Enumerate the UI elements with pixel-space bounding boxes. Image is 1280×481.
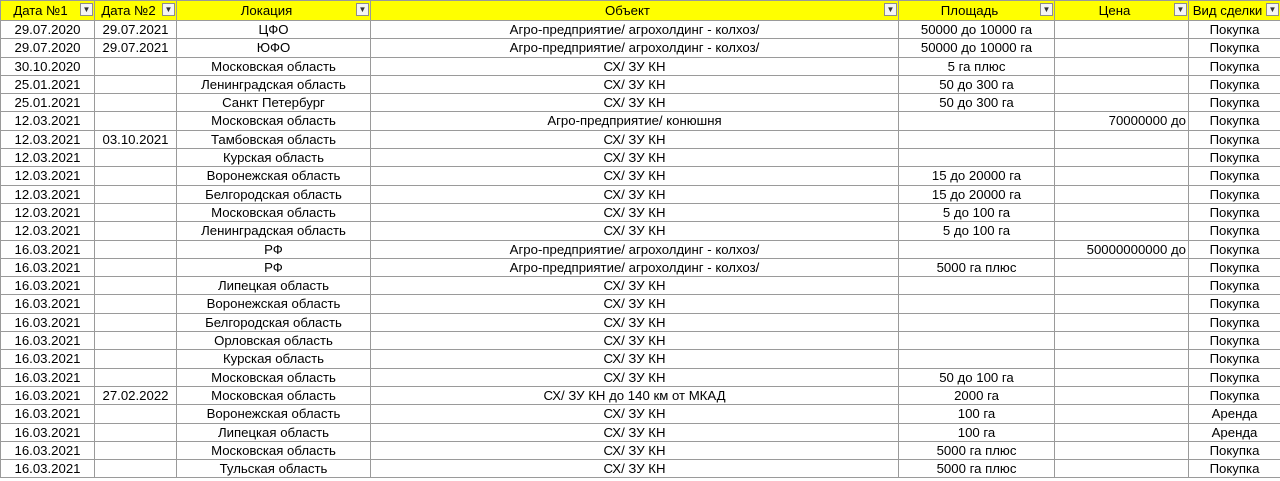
deal-type-cell[interactable]: Покупка <box>1189 386 1280 404</box>
object-cell[interactable]: СХ/ ЗУ КН <box>371 75 899 93</box>
location-cell[interactable]: Курская область <box>177 149 371 167</box>
object-cell[interactable]: СХ/ ЗУ КН <box>371 350 899 368</box>
column-header-label: Локация <box>240 3 293 18</box>
date1-cell[interactable]: 25.01.2021 <box>1 75 95 93</box>
date2-cell[interactable]: 29.07.2021 <box>95 21 177 39</box>
date1-cell[interactable]: 16.03.2021 <box>1 460 95 478</box>
column-header-location <box>177 1 371 21</box>
table-row <box>1 222 1280 240</box>
area-cell[interactable] <box>899 350 1055 368</box>
date1-cell[interactable]: 16.03.2021 <box>1 258 95 276</box>
date1-cell[interactable]: 30.10.2020 <box>1 57 95 75</box>
location-cell[interactable]: Санкт Петербург <box>177 94 371 112</box>
deal-type-cell[interactable]: Покупка <box>1189 203 1280 221</box>
date2-cell[interactable] <box>95 423 177 441</box>
location-cell[interactable]: Московская область <box>177 112 371 130</box>
object-cell[interactable]: Агро-предприятие/ конюшня <box>371 112 899 130</box>
date2-cell[interactable] <box>95 277 177 295</box>
date1-cell[interactable]: 16.03.2021 <box>1 240 95 258</box>
price-cell[interactable] <box>1055 57 1189 75</box>
location-cell[interactable]: Ленинградская область <box>177 75 371 93</box>
price-cell[interactable] <box>1055 94 1189 112</box>
date2-cell[interactable]: 03.10.2021 <box>95 130 177 148</box>
deal-type-cell[interactable]: Покупка <box>1189 240 1280 258</box>
object-cell[interactable]: СХ/ ЗУ КН <box>371 405 899 423</box>
filter-dropdown-icon[interactable]: ▼ <box>884 3 897 16</box>
price-cell[interactable] <box>1055 39 1189 57</box>
deal-type-cell[interactable]: Покупка <box>1189 57 1280 75</box>
date1-cell[interactable]: 12.03.2021 <box>1 112 95 130</box>
date1-cell[interactable]: 16.03.2021 <box>1 386 95 404</box>
object-cell[interactable]: СХ/ ЗУ КН <box>371 57 899 75</box>
location-cell[interactable]: Липецкая область <box>177 423 371 441</box>
deal-type-cell[interactable]: Покупка <box>1189 350 1280 368</box>
date2-cell[interactable] <box>95 94 177 112</box>
date2-cell[interactable] <box>95 57 177 75</box>
location-cell[interactable]: Московская область <box>177 57 371 75</box>
deal-type-cell[interactable]: Покупка <box>1189 258 1280 276</box>
price-cell[interactable] <box>1055 332 1189 350</box>
area-cell[interactable]: 5000 га плюс <box>899 258 1055 276</box>
location-cell[interactable]: Орловская область <box>177 332 371 350</box>
column-header-object <box>371 1 899 21</box>
date1-cell[interactable]: 29.07.2020 <box>1 21 95 39</box>
area-cell[interactable] <box>899 112 1055 130</box>
object-cell[interactable]: СХ/ ЗУ КН <box>371 149 899 167</box>
date1-cell[interactable]: 29.07.2020 <box>1 39 95 57</box>
location-cell[interactable]: Московская область <box>177 386 371 404</box>
table-row <box>1 313 1280 331</box>
price-cell[interactable]: 50000000000 до <box>1055 240 1189 258</box>
filter-dropdown-icon[interactable]: ▼ <box>1174 3 1187 16</box>
table-row <box>1 75 1280 93</box>
object-cell[interactable]: СХ/ ЗУ КН <box>371 423 899 441</box>
deal-type-cell[interactable]: Покупка <box>1189 21 1280 39</box>
table-row <box>1 130 1280 148</box>
area-cell[interactable] <box>899 149 1055 167</box>
object-cell[interactable]: СХ/ ЗУ КН <box>371 203 899 221</box>
table-row <box>1 386 1280 404</box>
area-cell[interactable]: 2000 га <box>899 386 1055 404</box>
date1-cell[interactable]: 16.03.2021 <box>1 423 95 441</box>
price-cell[interactable] <box>1055 149 1189 167</box>
table-row <box>1 94 1280 112</box>
price-cell[interactable] <box>1055 368 1189 386</box>
deal-type-cell[interactable]: Покупка <box>1189 332 1280 350</box>
price-cell[interactable] <box>1055 460 1189 478</box>
price-cell[interactable] <box>1055 167 1189 185</box>
filter-dropdown-icon[interactable]: ▼ <box>162 3 175 16</box>
object-cell[interactable]: СХ/ ЗУ КН <box>371 167 899 185</box>
deal-type-cell[interactable]: Аренда <box>1189 405 1280 423</box>
date1-cell[interactable]: 12.03.2021 <box>1 130 95 148</box>
date2-cell[interactable] <box>95 460 177 478</box>
location-cell[interactable]: Ленинградская область <box>177 222 371 240</box>
deal-type-cell[interactable]: Покупка <box>1189 185 1280 203</box>
date1-cell[interactable]: 16.03.2021 <box>1 368 95 386</box>
price-cell[interactable]: 70000000 до <box>1055 112 1189 130</box>
location-cell[interactable]: ЮФО <box>177 39 371 57</box>
location-cell[interactable]: Московская область <box>177 203 371 221</box>
date2-cell[interactable] <box>95 368 177 386</box>
area-cell[interactable]: 50 до 300 га <box>899 94 1055 112</box>
deal-type-cell[interactable]: Покупка <box>1189 75 1280 93</box>
object-cell[interactable]: СХ/ ЗУ КН <box>371 94 899 112</box>
price-cell[interactable] <box>1055 350 1189 368</box>
date1-cell[interactable]: 16.03.2021 <box>1 441 95 459</box>
object-cell[interactable]: СХ/ ЗУ КН <box>371 295 899 313</box>
header-row <box>1 1 1280 21</box>
price-cell[interactable] <box>1055 405 1189 423</box>
column-header-area <box>899 1 1055 21</box>
price-cell[interactable] <box>1055 185 1189 203</box>
price-cell[interactable] <box>1055 21 1189 39</box>
date2-cell[interactable] <box>95 149 177 167</box>
location-cell[interactable]: Московская область <box>177 441 371 459</box>
date1-cell[interactable]: 16.03.2021 <box>1 332 95 350</box>
object-cell[interactable]: СХ/ ЗУ КН <box>371 368 899 386</box>
date1-cell[interactable]: 16.03.2021 <box>1 350 95 368</box>
location-cell[interactable]: Белгородская область <box>177 313 371 331</box>
filter-dropdown-icon[interactable]: ▼ <box>1266 3 1279 16</box>
filter-dropdown-icon[interactable]: ▼ <box>80 3 93 16</box>
date2-cell[interactable] <box>95 75 177 93</box>
date1-cell[interactable]: 16.03.2021 <box>1 313 95 331</box>
area-cell[interactable]: 5000 га плюс <box>899 441 1055 459</box>
location-cell[interactable]: Воронежская область <box>177 167 371 185</box>
location-cell[interactable]: Тамбовская область <box>177 130 371 148</box>
object-cell[interactable]: Агро-предприятие/ агрохолдинг - колхоз/ <box>371 240 899 258</box>
deal-type-cell[interactable]: Покупка <box>1189 460 1280 478</box>
table-row <box>1 368 1280 386</box>
price-cell[interactable] <box>1055 423 1189 441</box>
table-row <box>1 460 1280 478</box>
column-header-label: Площадь <box>940 3 999 18</box>
table-row <box>1 277 1280 295</box>
object-cell[interactable]: СХ/ ЗУ КН <box>371 460 899 478</box>
table-row <box>1 240 1280 258</box>
deal-type-cell[interactable]: Покупка <box>1189 295 1280 313</box>
table-row <box>1 167 1280 185</box>
area-cell[interactable]: 5 га плюс <box>899 57 1055 75</box>
object-cell[interactable]: Агро-предприятие/ агрохолдинг - колхоз/ <box>371 258 899 276</box>
location-cell[interactable]: ЦФО <box>177 21 371 39</box>
object-cell[interactable]: СХ/ ЗУ КН <box>371 313 899 331</box>
location-cell[interactable]: Воронежская область <box>177 295 371 313</box>
date2-cell[interactable] <box>95 222 177 240</box>
table-row <box>1 258 1280 276</box>
table-body <box>1 21 1280 478</box>
location-cell[interactable]: Воронежская область <box>177 405 371 423</box>
column-header-price <box>1055 1 1189 21</box>
date1-cell[interactable]: 16.03.2021 <box>1 405 95 423</box>
price-cell[interactable] <box>1055 295 1189 313</box>
table-row <box>1 149 1280 167</box>
area-cell[interactable]: 100 га <box>899 405 1055 423</box>
area-cell[interactable]: 50000 до 10000 га <box>899 21 1055 39</box>
table-row <box>1 423 1280 441</box>
date2-cell[interactable]: 27.02.2022 <box>95 386 177 404</box>
table-row <box>1 295 1280 313</box>
column-header-deal-type <box>1189 1 1280 21</box>
area-cell[interactable]: 50000 до 10000 га <box>899 39 1055 57</box>
location-cell[interactable]: Липецкая область <box>177 277 371 295</box>
location-cell[interactable]: РФ <box>177 258 371 276</box>
filter-dropdown-icon[interactable]: ▼ <box>1040 3 1053 16</box>
deal-type-cell[interactable]: Покупка <box>1189 130 1280 148</box>
area-cell[interactable]: 5 до 100 га <box>899 203 1055 221</box>
table-row <box>1 203 1280 221</box>
object-cell[interactable]: СХ/ ЗУ КН <box>371 277 899 295</box>
column-header-label: Дата №2 <box>101 3 156 18</box>
date1-cell[interactable]: 12.03.2021 <box>1 203 95 221</box>
price-cell[interactable] <box>1055 313 1189 331</box>
date2-cell[interactable] <box>95 258 177 276</box>
table-row <box>1 185 1280 203</box>
date2-cell[interactable] <box>95 405 177 423</box>
location-cell[interactable]: Курская область <box>177 350 371 368</box>
date1-cell[interactable]: 12.03.2021 <box>1 167 95 185</box>
table-row <box>1 350 1280 368</box>
area-cell[interactable]: 15 до 20000 га <box>899 185 1055 203</box>
area-cell[interactable]: 50 до 300 га <box>899 75 1055 93</box>
table-row <box>1 441 1280 459</box>
area-cell[interactable]: 5000 га плюс <box>899 460 1055 478</box>
deal-type-cell[interactable]: Покупка <box>1189 368 1280 386</box>
price-cell[interactable] <box>1055 441 1189 459</box>
date2-cell[interactable] <box>95 167 177 185</box>
date2-cell[interactable] <box>95 112 177 130</box>
location-cell[interactable]: Белгородская область <box>177 185 371 203</box>
deal-type-cell[interactable]: Покупка <box>1189 112 1280 130</box>
column-header-date1 <box>1 1 95 21</box>
area-cell[interactable] <box>899 295 1055 313</box>
object-cell[interactable]: СХ/ ЗУ КН <box>371 222 899 240</box>
price-cell[interactable] <box>1055 258 1189 276</box>
price-cell[interactable] <box>1055 75 1189 93</box>
object-cell[interactable]: СХ/ ЗУ КН <box>371 130 899 148</box>
area-cell[interactable]: 5 до 100 га <box>899 222 1055 240</box>
location-cell[interactable]: РФ <box>177 240 371 258</box>
area-cell[interactable] <box>899 313 1055 331</box>
price-cell[interactable] <box>1055 277 1189 295</box>
date2-cell[interactable] <box>95 240 177 258</box>
area-cell[interactable] <box>899 240 1055 258</box>
deal-type-cell[interactable]: Покупка <box>1189 149 1280 167</box>
column-header-date2 <box>95 1 177 21</box>
date1-cell[interactable]: 12.03.2021 <box>1 185 95 203</box>
deal-type-cell[interactable]: Покупка <box>1189 277 1280 295</box>
date2-cell[interactable] <box>95 332 177 350</box>
date1-cell[interactable]: 12.03.2021 <box>1 222 95 240</box>
date1-cell[interactable]: 16.03.2021 <box>1 295 95 313</box>
date2-cell[interactable]: 29.07.2021 <box>95 39 177 57</box>
table-row <box>1 57 1280 75</box>
date1-cell[interactable]: 16.03.2021 <box>1 277 95 295</box>
object-cell[interactable]: Агро-предприятие/ агрохолдинг - колхоз/ <box>371 39 899 57</box>
column-header-label: Объект <box>605 3 650 18</box>
area-cell[interactable]: 100 га <box>899 423 1055 441</box>
table-row <box>1 21 1280 39</box>
object-cell[interactable]: СХ/ ЗУ КН до 140 км от МКАД <box>371 386 899 404</box>
price-cell[interactable] <box>1055 130 1189 148</box>
price-cell[interactable] <box>1055 386 1189 404</box>
price-cell[interactable] <box>1055 222 1189 240</box>
table-row <box>1 39 1280 57</box>
date2-cell[interactable] <box>95 350 177 368</box>
date2-cell[interactable] <box>95 203 177 221</box>
area-cell[interactable]: 50 до 100 га <box>899 368 1055 386</box>
area-cell[interactable] <box>899 130 1055 148</box>
object-cell[interactable]: СХ/ ЗУ КН <box>371 332 899 350</box>
deal-type-cell[interactable]: Покупка <box>1189 313 1280 331</box>
column-header-label: Вид сделки <box>1192 3 1263 18</box>
area-cell[interactable]: 15 до 20000 га <box>899 167 1055 185</box>
object-cell[interactable]: Агро-предприятие/ агрохолдинг - колхоз/ <box>371 21 899 39</box>
deal-type-cell[interactable]: Покупка <box>1189 222 1280 240</box>
date1-cell[interactable]: 12.03.2021 <box>1 149 95 167</box>
column-header-label: Дата №1 <box>13 3 68 18</box>
date2-cell[interactable] <box>95 441 177 459</box>
area-cell[interactable] <box>899 332 1055 350</box>
deal-type-cell[interactable]: Покупка <box>1189 441 1280 459</box>
filter-dropdown-icon[interactable]: ▼ <box>356 3 369 16</box>
deal-type-cell[interactable]: Аренда <box>1189 423 1280 441</box>
location-cell[interactable]: Московская область <box>177 368 371 386</box>
table-row <box>1 112 1280 130</box>
date1-cell[interactable]: 25.01.2021 <box>1 94 95 112</box>
date2-cell[interactable] <box>95 295 177 313</box>
object-cell[interactable]: СХ/ ЗУ КН <box>371 441 899 459</box>
object-cell[interactable]: СХ/ ЗУ КН <box>371 185 899 203</box>
date2-cell[interactable] <box>95 313 177 331</box>
area-cell[interactable] <box>899 277 1055 295</box>
date2-cell[interactable] <box>95 185 177 203</box>
location-cell[interactable]: Тульская область <box>177 460 371 478</box>
deal-type-cell[interactable]: Покупка <box>1189 94 1280 112</box>
column-header-label: Цена <box>1098 3 1131 18</box>
table-row <box>1 332 1280 350</box>
deal-type-cell[interactable]: Покупка <box>1189 39 1280 57</box>
price-cell[interactable] <box>1055 203 1189 221</box>
deal-type-cell[interactable]: Покупка <box>1189 167 1280 185</box>
table-row <box>1 405 1280 423</box>
